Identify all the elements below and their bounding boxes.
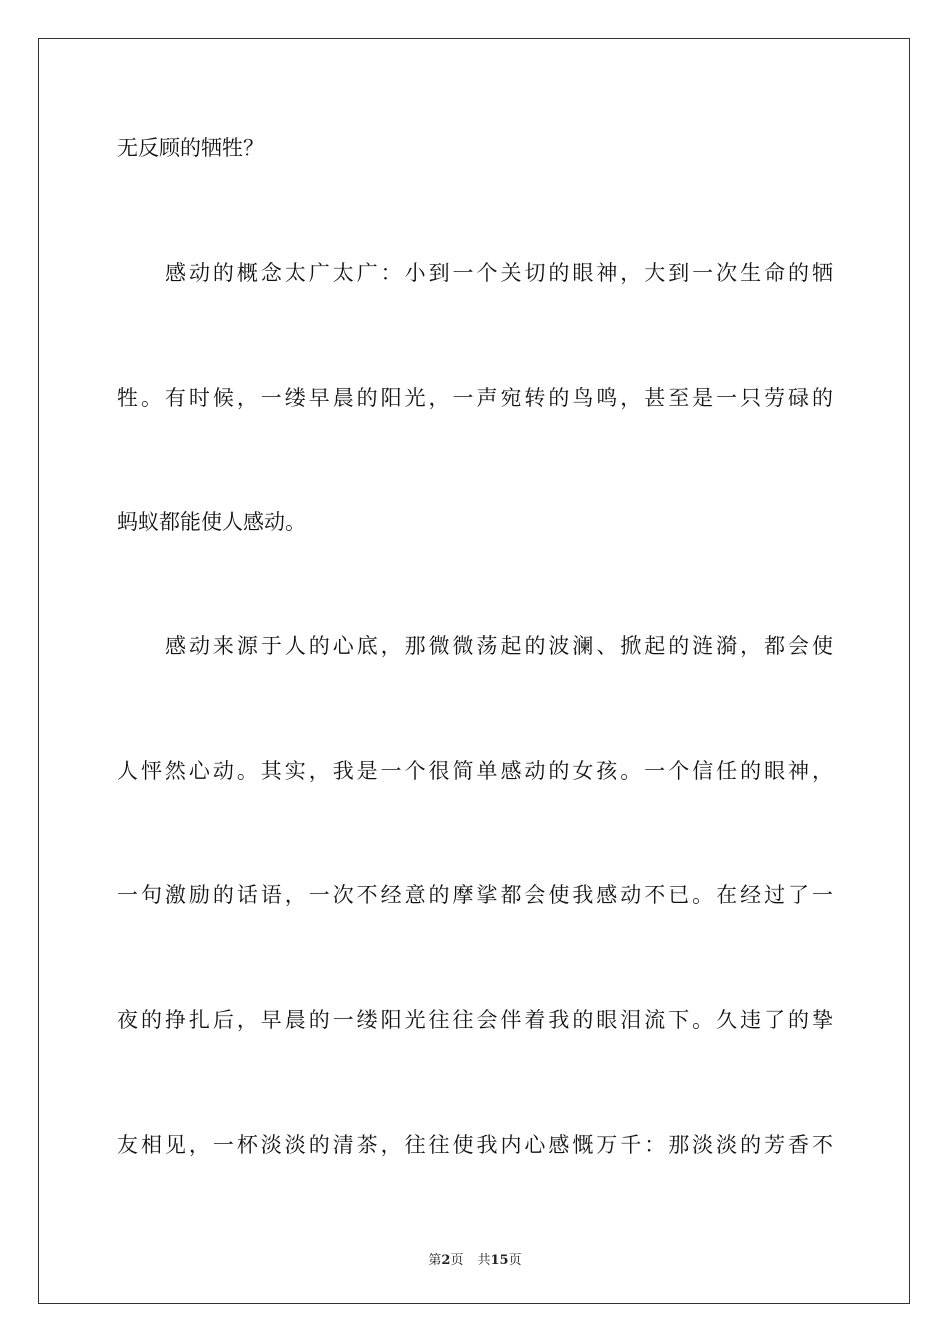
text-line-1: 无反顾的牺牲？ <box>117 136 264 160</box>
page-label-prefix: 第 <box>428 1253 442 1268</box>
page-number: 2 <box>441 1253 451 1268</box>
total-label-suffix: 页 <box>508 1253 522 1268</box>
total-label-prefix: 共 <box>477 1253 491 1268</box>
page-footer <box>0 1249 950 1268</box>
total-pages: 15 <box>490 1253 509 1268</box>
text-line-7: 一句激励的话语，一次不经意的摩挲都会使我感动不已。在经过了一 <box>117 883 833 907</box>
text-line-3: 牲。有时候，一缕早晨的阳光，一声宛转的鸟鸣，甚至是一只劳碌的 <box>117 386 833 410</box>
page-border <box>38 38 910 1304</box>
text-line-9: 友相见，一杯淡淡的清茶，往往使我内心感慨万千：那淡淡的芳香不 <box>117 1133 833 1157</box>
text-line-8: 夜的挣扎后，早晨的一缕阳光往往会伴着我的眼泪流下。久违了的挚 <box>117 1008 833 1032</box>
text-line-6: 人怦然心动。其实，我是一个很简单感动的女孩。一个信任的眼神， <box>117 759 833 783</box>
text-line-5: 感动来源于人的心底，那微微荡起的波澜、掀起的涟漪，都会使 <box>165 634 833 658</box>
text-line-2: 感动的概念太广太广：小到一个关切的眼神，大到一次生命的牺 <box>165 261 833 285</box>
text-line-4: 蚂蚁都能使人感动。 <box>117 510 306 534</box>
page-label-suffix: 页 <box>450 1253 464 1268</box>
